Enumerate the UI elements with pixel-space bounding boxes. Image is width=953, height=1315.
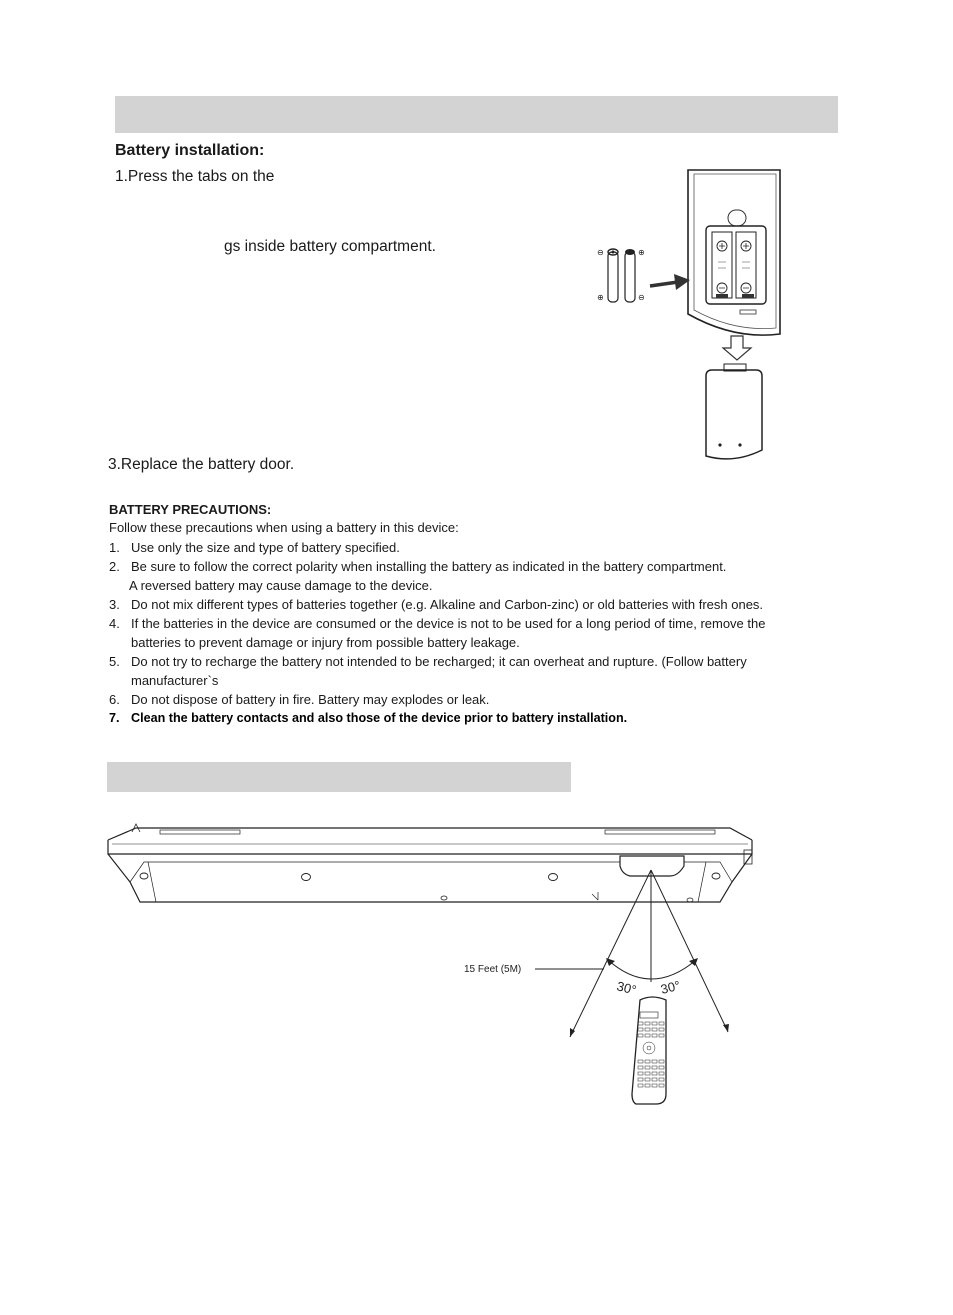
step-2-fragment-text: gs inside battery compartment. bbox=[224, 238, 436, 255]
battery-minus-symbol-2: ⊖ bbox=[638, 293, 645, 302]
precaution-item: 4. If the batteries in the device are consumed or the device is not to be used for a long period of time, remove the bbox=[109, 616, 766, 631]
battery-door-tab bbox=[728, 210, 746, 226]
precaution-item: 7. Clean the battery contacts and also those of the device prior to battery installation. bbox=[109, 711, 628, 725]
precaution-item: 6. Do not dispose of battery in fire. Battery may explodes or leak. bbox=[109, 692, 490, 707]
down-arrow-icon bbox=[723, 336, 751, 360]
remote-control-icon bbox=[632, 997, 666, 1104]
precaution-item-continuation: A reversed battery may cause damage to the device. bbox=[129, 578, 433, 593]
battery-installation-heading: Battery installation: bbox=[115, 142, 265, 159]
precautions-intro: Follow these precautions when using a battery in this device: bbox=[109, 520, 459, 535]
battery-installation-figure bbox=[594, 164, 794, 468]
precaution-item-continuation: batteries to prevent damage or injury from possible battery leakage. bbox=[131, 635, 520, 650]
precaution-item-continuation: manufacturer`s bbox=[131, 673, 219, 688]
section-header-bar bbox=[115, 96, 838, 133]
precaution-item: 1. Use only the size and type of battery specified. bbox=[109, 540, 400, 555]
precaution-item: 2. Be sure to follow the correct polarity when installing the battery as indicated in the battery compartment. bbox=[109, 559, 727, 574]
battery-plus-symbol-2: ⊕ bbox=[597, 293, 604, 302]
precaution-item: 5. Do not try to recharge the battery not intended to be recharged; it can overheat and rupture. (Follow battery bbox=[109, 654, 747, 669]
battery-plus-symbol-1: ⊕ bbox=[638, 248, 645, 257]
precautions-list bbox=[109, 538, 829, 728]
aaa-batteries-icon bbox=[608, 249, 635, 302]
step-3-text: 3.Replace the battery door. bbox=[108, 456, 295, 473]
battery-minus-symbol-1: ⊖ bbox=[597, 248, 604, 257]
angle-right-label: 30° bbox=[659, 977, 682, 997]
angle-left-label: 30° bbox=[615, 978, 638, 998]
insert-arrow-icon bbox=[650, 282, 678, 286]
precaution-item: 3. Do not mix different types of batteries together (e.g. Alkaline and Carbon-zinc) or old batteries with fresh ones. bbox=[109, 597, 764, 612]
range-arrowhead bbox=[723, 1024, 729, 1032]
remote-range-diagram bbox=[100, 822, 760, 1112]
step-1-text: 1.Press the tabs on the bbox=[115, 168, 275, 185]
distance-label: 15 Feet (5M) bbox=[464, 964, 522, 975]
battery-door-outline bbox=[706, 370, 762, 459]
precautions-heading: BATTERY PRECAUTIONS: bbox=[109, 502, 272, 517]
section-header-bar-2 bbox=[107, 762, 571, 792]
